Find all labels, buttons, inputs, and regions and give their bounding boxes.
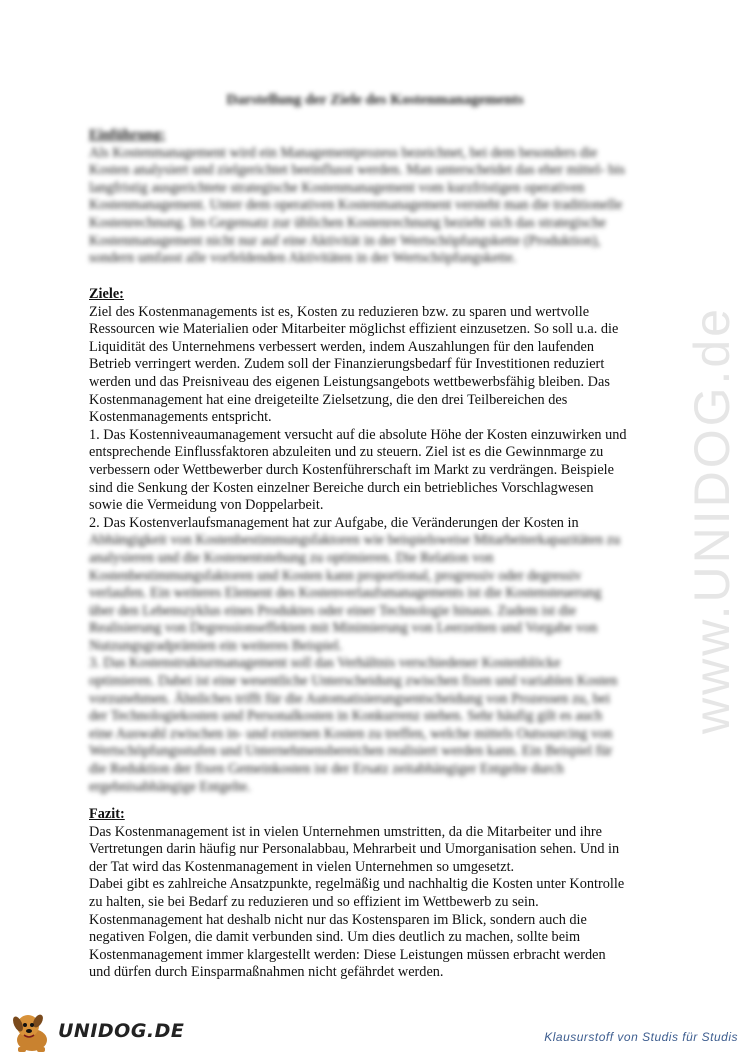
text-line: Kostenbestimmungsfaktoren und Kosten kann proportional, progressiv oder degressiv: [89, 567, 582, 584]
text-line: der Technologiekosten und Personalkosten in Konkurrenz stehen. Sehr häufig gilt es auch: [89, 708, 603, 725]
text-line: Ziel des Kostenmanagements ist es, Kosten zu reduzieren bzw. zu sparen und wertvolle: [89, 303, 590, 320]
text-line: Kostenmanagement hat deshalb nicht nur das Kostensparen im Blick, sondern auch die: [89, 911, 587, 928]
text-line: Kosten analysiert und zielgerichtet beeinflusst werden. Man unterscheidet das eher mittel- bis: [89, 162, 625, 179]
text-line: 3. Das Kostenstrukturmanagement soll das Verhältnis verschiedener Kostenblöcke: [89, 655, 561, 672]
logo-text: UNIDOG.DE: [58, 1020, 185, 1042]
text-line: negativen Folgen, die damit verbunden sind. Um dies deutlich zu machen, sollte beim: [89, 929, 581, 946]
dog-mascot-icon: [8, 1010, 56, 1054]
text-line: optimieren. Dabei ist eine wesentliche Unterscheidung zwischen fixen und variablen Kosten: [89, 673, 618, 690]
text-line: und dürfen durch Einsparmaßnahmen nicht gefährdet werden.: [89, 964, 444, 981]
text-line: Als Kostenmanagement wird ein Managementprozess bezeichnet, bei dem besonders die: [89, 144, 598, 161]
text-line: analysieren und die Kostenentstehung zu optimieren. Die Relation von: [89, 549, 494, 566]
text-line: Kostenmanagement nicht nur auf eine Aktivität in der Wertschöpfungskette (Produktion),: [89, 232, 601, 249]
text-line: eine Auswahl zwischen in- und externen Kosten zu treffen, welche mittels Outsourcing von: [89, 725, 613, 742]
text-line: zu halten, sie bei Bedarf zu reduzieren und so effizient im Wettbewerb zu sein.: [89, 893, 539, 910]
text-line: werden und das Preisniveau des eigenen Leistungsangebots wettbewerbsfähig bleiben. Das: [89, 373, 610, 390]
ziele-heading: Ziele:: [89, 286, 124, 302]
text-line: Dabei gibt es zahlreiche Ansatzpunkte, regelmäßig und nachhaltig die Kosten unter Kontrolle: [89, 876, 625, 893]
footer-tagline: Klausurstoff von Studis für Studis: [544, 1030, 738, 1044]
text-line: Kostenmanagement immer klargestellt werden: Diese Leistungen müssen erbracht werden: [89, 946, 606, 963]
watermark-text: www.UNIDOG.de: [684, 306, 740, 734]
text-line: sind die Senkung der Kosten einzelner Bereiche durch ein betriebliches Vorschlagwesen: [89, 479, 594, 496]
text-line: Kostenrechnung. Im Gegensatz zur üblichen Kostenrechnung bezieht sich das strategische: [89, 214, 606, 231]
text-line: Abhängigkeit von Kostenbestimmungsfaktoren wie beispielsweise Mitarbeiterkapazitäten zu: [89, 532, 621, 549]
ziele-body: [89, 304, 661, 533]
text-line: verbessern oder Wettbewerber durch Kostenführerschaft im Markt zu verdrängen. Beispiele: [89, 461, 614, 478]
text-line: Ressourcen wie Materialien oder Mitarbeiter möglichst effizient einzusetzen. So soll u.a. die: [89, 321, 619, 338]
intro-heading: Einführung:: [89, 127, 166, 143]
text-line: entsprechende Einflussfaktoren abzuleiten und zu steuern. Ziel ist es die Gewinnmarge zu: [89, 444, 604, 461]
fazit-heading: Fazit:: [89, 806, 125, 822]
text-line: vorzunehmen. Ähnliches trifft für die Automatisierungsentscheidung von Prozessen zu, bei: [89, 690, 611, 707]
text-line: über den Lebenszyklus eines Produktes oder einer Technologie hinaus. Zudem ist die: [89, 602, 577, 619]
fazit-body: [89, 824, 661, 982]
ziele-section: [89, 286, 661, 796]
text-line: ergebnisabhängige Entgelte.: [89, 778, 251, 795]
watermark: [652, 285, 750, 755]
intro-section: [89, 127, 661, 268]
text-line: Das Kostenmanagement ist in vielen Unternehmen umstritten, da die Mitarbeiter und ihre: [89, 823, 602, 840]
text-line: 2. Das Kostenverlaufsmanagement hat zur Aufgabe, die Veränderungen der Kosten in: [89, 514, 579, 531]
text-line: die Reduktion der fixen Gemeinkosten ist der Ersatz zeitabhängiger Entgelte durch: [89, 761, 564, 778]
text-line: Kostenmanagement. Unter dem operativen Kostenmanagement versteht man die traditionelle: [89, 197, 623, 214]
text-line: 1. Das Kostenniveaumanagement versucht auf die absolute Höhe der Kosten einzuwirken und: [89, 426, 627, 443]
document-title: Darstellung der Ziele des Kostenmanagements: [226, 92, 524, 108]
text-line: Nutzungsgradprämien ein weiteres Beispiel.: [89, 637, 343, 654]
unidog-logo: [8, 1010, 185, 1054]
text-line: sondern umfasst alle vorfeldenden Aktivitäten in der Wertschöpfungskette.: [89, 250, 517, 267]
text-line: Wertschöpfungsstufen und Unternehmensbereichen realisiert werden kann. Ein Beispiel für: [89, 743, 613, 760]
text-line: verlaufen. Ein weiteres Element des Kostenverlaufsmanagements ist die Kostensteuerung: [89, 585, 602, 602]
text-line: Liquidität des Unternehmens verbessert werden, indem Auszahlungen für den laufenden: [89, 338, 594, 355]
text-line: Vertretungen darin häufig nur Personalabbau, Mehrarbeit und Umorganisation sehen. Und in: [89, 841, 620, 858]
text-line: langfristig ausgerichtete strategische Kostenmanagement vom kurzfristigen operativen: [89, 179, 585, 196]
text-line: der Tat wird das Kostenmanagement in vielen Unternehmen so umgesetzt.: [89, 858, 515, 875]
text-line: Kostenmanagements entspricht.: [89, 409, 272, 426]
text-line: sowie die Vermeidung von Doppelarbeit.: [89, 497, 324, 514]
fazit-section: [89, 806, 661, 982]
text-line: Betrieb verringert werden. Zudem soll der Finanzierungsbedarf für Investitionen reduziert: [89, 356, 605, 373]
text-line: Realisierung von Degressionseffekten mit Minimierung von Leerzeiten und Vorgabe von: [89, 620, 598, 637]
intro-body: [89, 145, 661, 268]
ziele-blurred-body: [89, 532, 661, 796]
text-line: Kostenmanagement hat eine dreigeteilte Zielsetzung, die den drei Teilbereichen des: [89, 391, 568, 408]
